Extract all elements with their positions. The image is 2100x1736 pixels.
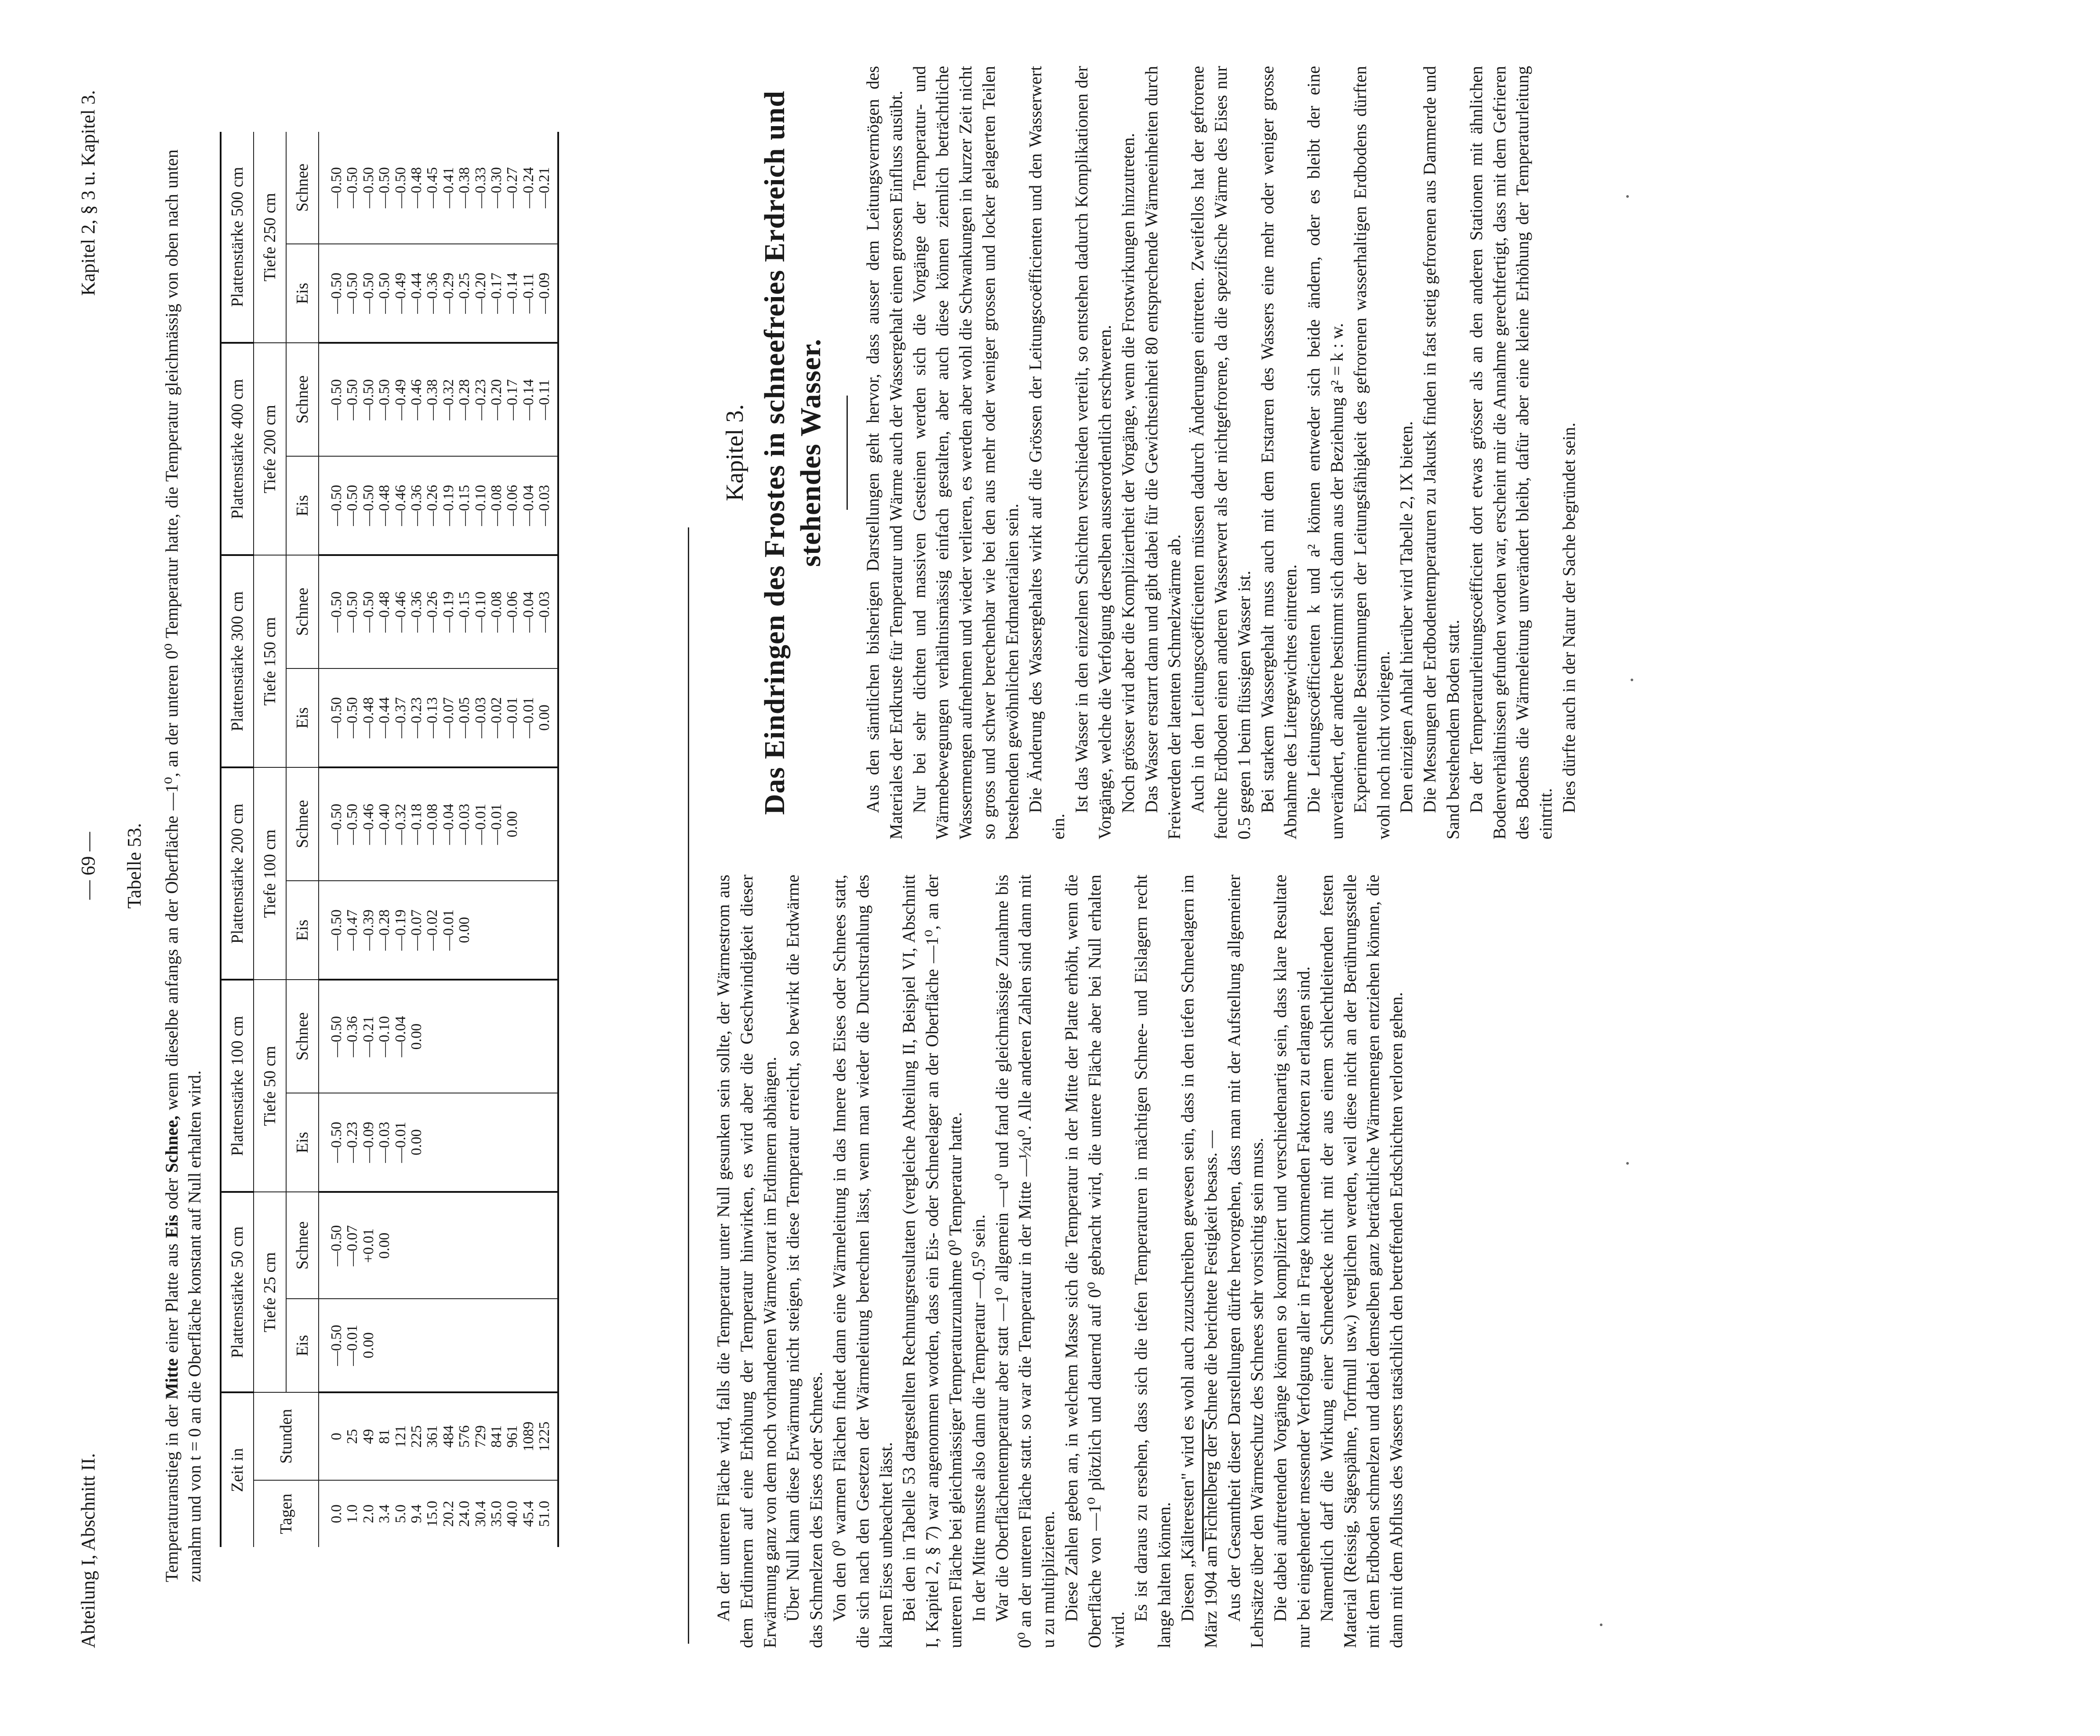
header-plate-1: Plattenstärke 100 cm bbox=[221, 980, 254, 1192]
table-caption bbox=[160, 149, 206, 1582]
value-column: —0.50 —0.36 —0.21 —0.10 —0.04 0.00 bbox=[319, 980, 558, 1093]
paragraph: War die Oberflächentemperatur aber statt —1⁰ allgemein —u⁰ und fand die gleichmässige Zunahme bis 0⁰ an der unteren Fläche statt. so war die Temperatur in der Mitte —½u⁰. Alle anderen Zahlen sind dann mit u zu multiplizieren. bbox=[992, 875, 1058, 1648]
table-label: Tabelle 53. bbox=[124, 823, 145, 909]
caption-text: wenn dieselbe anfangs an der Oberfläche —1⁰, an der unteren 0⁰ Temperatur hatte, die Temperatur gleichmässig von oben nach unten zunahm und von t = 0 an die Oberfläche konstant auf Null erhalten wird. bbox=[162, 149, 204, 1582]
stunden-column: 0 25 49 81 121 225 361 484 576 729 841 961 1089 1225 bbox=[319, 1392, 558, 1480]
header-depth-4: Tiefe 200 cm bbox=[254, 343, 286, 555]
table-body-row bbox=[319, 132, 558, 1547]
caption-text: Temperaturanstieg in der bbox=[162, 1399, 182, 1582]
print-speck bbox=[1626, 195, 1629, 198]
value-column: —0.50 —0.01 0.00 bbox=[319, 1299, 558, 1392]
tagen-column: 0.0 1.0 2.0 3.4 5.0 9.4 15.0 20.2 24.0 30.4 35.0 40.0 45.4 51.0 bbox=[328, 1500, 553, 1527]
print-speck bbox=[1600, 1623, 1602, 1626]
paragraph: Diese Zahlen geben an, in welchem Masse sich die Temperatur in der Mitte der Platte erhöht, wenn die Oberfläche von —1⁰ plötzlich und dauernd auf 0⁰ gebracht wird, die untere Fläche aber bei Null erhalten wird. bbox=[1061, 875, 1128, 1648]
header-depth-0: Tiefe 25 cm bbox=[254, 1192, 286, 1392]
paragraph: Den einzigen Anhalt hierüber wird Tabelle 2, IX bieten. bbox=[1396, 421, 1417, 813]
paragraph: Die Messungen der Erdbodentemperaturen zu Jakutsk finden in fast stetig gefrorenen aus Dammerde und Sand bestehendem Boden statt. bbox=[1420, 66, 1463, 839]
header-eis: Eis bbox=[286, 881, 319, 980]
caption-text: oder bbox=[162, 1173, 182, 1215]
header-schnee: Schnee bbox=[286, 555, 319, 668]
caption-bold: Eis bbox=[162, 1214, 182, 1238]
chapter-title: Kapitel 3. bbox=[721, 404, 748, 501]
paragraph: Namentlich darf die Wirkung einer Schneedecke nicht mit der aus einem schlechtleitenden festen Material (Reissig, Sägespähne, Torfmull usw.) verglichen werden, weil diese nicht an der Berührungsstelle mit dem Erdboden schmelzen und dabei demselben ganz beträchtliche Wärmemengen entziehen können, die dann mit dem Abfluss des Wassers tatsächlich den betreffenden Erdschichten verloren gehen. bbox=[1316, 875, 1406, 1648]
section-end-rule bbox=[1202, 1420, 1204, 1551]
header-plate-5: Plattenstärke 500 cm bbox=[221, 132, 254, 343]
paragraph: Auch in den Leitungscoëfficienten müssen dadurch Änderungen eintreten. Zweifellos hat der gefrorene feuchte Erdboden einen anderen Wasserwert als der nichtgefrorene, da die spezifische Wärme des Eises nur 0.5 gegen 1 beim flüssigen Wasser ist. bbox=[1188, 66, 1254, 839]
header-schnee: Schnee bbox=[286, 343, 319, 456]
value-column: —0.50 —0.50 —0.50 —0.48 —0.46 —0.36 —0.26 —0.19 —0.15 —0.10 —0.08 —0.06 —0.04 —0.03 bbox=[319, 555, 558, 668]
running-head-right: Kapitel 2, § 3 u. Kapitel 3. bbox=[77, 90, 99, 296]
paragraph: Experimentelle Bestimmungen der Leitungsfähigkeit des gefrorenen wasserhaltigen Erdbodens dürften wohl noch nicht vorliegen. bbox=[1350, 66, 1393, 839]
temperature-table bbox=[220, 132, 559, 1547]
paragraph: Die Änderung des Wassergehaltes wirkt auf die Grössen der Leitungscoëfficienten und den Wasserwert ein. bbox=[1025, 66, 1068, 839]
print-speck bbox=[1626, 1162, 1629, 1165]
header-plate-4: Plattenstärke 400 cm bbox=[221, 343, 254, 555]
paragraph: Ist das Wasser in den einzelnen Schichten verschieden verteilt, so entstehen dadurch Komplikationen der Vorgänge, welche die Verfolgung derselben ausserordentlich erschweren. bbox=[1072, 66, 1115, 839]
table-bottom-rule bbox=[688, 527, 689, 1644]
left-text-column bbox=[712, 875, 1408, 1648]
paragraph: Von den 0⁰ warmen Flächen findet dann eine Wärmeleitung in das Innere des Eises oder Schnees statt, die sich nach den Gesetzen der Wärmeleitung berechnen lässt, wenn man wieder die Durchstrahlung des klaren Eises unbeachtet lässt. bbox=[829, 875, 896, 1648]
value-column: —0.50 —0.50 —0.46 —0.40 —0.32 —0.18 —0.08 —0.04 —0.03 —0.01 —0.01 0.00 bbox=[319, 767, 558, 880]
value-column: —0.50 —0.07 +0.01 0.00 bbox=[319, 1192, 558, 1299]
header-plate-0: Plattenstärke 50 cm bbox=[221, 1192, 254, 1392]
chapter-subtitle: Das Eindringen des Frostes in schneefreies Erdreich und stehendes Wasser. bbox=[759, 90, 827, 815]
header-schnee: Schnee bbox=[286, 980, 319, 1093]
paragraph: Aus den sämtlichen bisherigen Darstellungen geht hervor, dass ausser dem Leitungsvermögen des Materiales der Erdkruste für Temperatur und Wärme auch der Wassergehalt einen grossen Einfluss ausübt. bbox=[863, 66, 906, 839]
paragraph: In der Mitte musste also dann die Temperatur —0.5⁰ sein. bbox=[968, 1214, 988, 1622]
paragraph: Es ist daraus zu ersehen, dass sich die tiefen Temperaturen in mächtigen Schnee- und Eislagern recht lange halten können. bbox=[1131, 875, 1174, 1648]
caption-text: einer Platte aus bbox=[162, 1238, 182, 1358]
header-zeit: Zeit in bbox=[221, 1392, 254, 1547]
value-column: —0.50 —0.50 —0.50 —0.50 —0.49 —0.46 —0.38 —0.32 —0.28 —0.23 —0.20 —0.17 —0.14 —0.11 bbox=[319, 343, 558, 456]
paragraph: Bei den in Tabelle 53 dargestellten Rechnungsresultaten (vergleiche Abteilung II, Beispiel VI, Abschnitt I, Kapitel 2, § 7) war angenommen worden, dass ein Eis- oder Schneelager an der Oberfläche —1⁰, an der unteren Fläche bei gleichmässiger Temperaturzunahme 0⁰ Temperatur hatte. bbox=[899, 875, 965, 1648]
header-depth-3: Tiefe 150 cm bbox=[254, 555, 286, 767]
value-column: —0.50 —0.47 —0.39 —0.28 —0.19 —0.07 —0.02 —0.01 0.00 bbox=[319, 881, 558, 980]
value-column: —0.50 —0.50 —0.48 —0.44 —0.37 —0.23 —0.13 —0.07 —0.05 —0.03 —0.02 —0.01 —0.01 0.00 bbox=[319, 668, 558, 768]
paragraph: An der unteren Fläche wird, falls die Temperatur unter Null gesunken sein sollte, der Wärmestrom aus dem Erdinnern auf eine Erhöhung der Temperatur hinwirken, es wird aber die Geschwindigkeit dieser Erwärmung ganz von dem noch vorhandenen Wärmevorrat im Erdinnern abhängen. bbox=[713, 875, 780, 1648]
value-column: —0.50 —0.23 —0.09 —0.03 —0.01 0.00 bbox=[319, 1093, 558, 1192]
header-stunden: Stunden bbox=[254, 1392, 319, 1480]
caption-bold: Schnee, bbox=[162, 1115, 182, 1173]
paragraph: Aus der Gesamtheit dieser Darstellungen dürfte hervorgehen, dass man mit der Aufstellung allgemeiner Lehrsätze über den Wärmeschutz des Schnees sehr vorsichtig sein muss. bbox=[1224, 875, 1267, 1648]
header-depth-2: Tiefe 100 cm bbox=[254, 767, 286, 980]
paragraph: Nur bei sehr dichten und massiven Gesteinen werden sich die Vorgänge der Temperatur- und Wärmebewegungen verhältnismässig einfach gestalten, aber auch diese können ziemlich beträchtliche Wassermengen aufnehmen und wieder verlieren, es werden aber wohl die Schwankungen in kurzer Zeit nicht so gross und schwer berechenbar wie bei den aus mehr oder weniger grossen und locker gelagerten Teilen bestehenden gewöhnlichen Erdmaterialien sein. bbox=[909, 66, 1022, 839]
value-column: —0.50 —0.50 —0.50 —0.50 —0.49 —0.44 —0.36 —0.29 —0.25 —0.20 —0.17 —0.14 —0.11 —0.09 bbox=[319, 244, 558, 343]
paragraph: Die Leitungscoëfficienten k und a² können entweder sich beide ändern, oder es bleibt der eine unverändert, der andere bestimmt sich dann aus der Beziehung a² = k : w. bbox=[1304, 66, 1347, 839]
running-head-left: Abteilung I, Abschnitt II. bbox=[77, 1453, 99, 1648]
right-text-column bbox=[861, 66, 1581, 839]
value-column: —0.50 —0.50 —0.50 —0.50 —0.50 —0.48 —0.45 —0.41 —0.38 —0.33 —0.30 —0.27 —0.24 —0.21 bbox=[319, 132, 558, 244]
header-plate-2: Plattenstärke 200 cm bbox=[221, 767, 254, 980]
paragraph: Über Null kann diese Erwärmung nicht steigen, ist diese Temperatur erreicht, so bewirkt die Erdwärme das Schmelzen des Eises oder Schnees. bbox=[783, 875, 826, 1648]
chapter-heading bbox=[721, 66, 848, 839]
chapter-rule bbox=[847, 396, 848, 510]
header-schnee: Schnee bbox=[286, 132, 319, 244]
paragraph: Diesen „Kälteresten" wird es wohl auch zuzuschreiben gewesen sein, dass in den tiefen Schneelagern im März 1904 am Fichtelberg der Schnee die berichtete Festigkeit besass. — bbox=[1177, 875, 1221, 1648]
paragraph: Da der Temperaturleitungscoëfficient dort etwas grösser als an den anderen Stationen mit ähnlichen Bodenverhältnissen gefunden worden war, erscheint mir die Annahme gerechtfertigt, dass mit dem Gefrieren des Bodens die Wärmeleitung unverändert bleibt, dafür aber eine kleine Erhöhung der Temperaturleitung eintritt. bbox=[1466, 66, 1556, 839]
caption-bold: Mitte bbox=[162, 1358, 182, 1399]
header-schnee: Schnee bbox=[286, 767, 319, 880]
header-schnee: Schnee bbox=[286, 1192, 319, 1299]
print-speck bbox=[1631, 679, 1633, 681]
header-eis: Eis bbox=[286, 668, 319, 768]
paragraph: Noch grösser wird aber die Kompliziertheit der Vorgänge, wenn die Frostwirkungen hinzutreten. bbox=[1118, 133, 1138, 813]
paragraph: Das Wasser erstarrt dann und gibt dabei für die Gewichtseinheit 80 entsprechende Wärmeeinheiten durch Freiwerden der latenten Schmelzwärme ab. bbox=[1141, 66, 1184, 839]
header-tagen: Tagen bbox=[254, 1480, 319, 1547]
header-eis: Eis bbox=[286, 1299, 319, 1392]
page-number: — 69 — bbox=[77, 832, 99, 900]
header-eis: Eis bbox=[286, 1093, 319, 1192]
header-eis: Eis bbox=[286, 244, 319, 343]
value-column: —0.50 —0.50 —0.50 —0.48 —0.46 —0.36 —0.26 —0.19 —0.15 —0.10 —0.08 —0.06 —0.04 —0.03 bbox=[319, 456, 558, 556]
paragraph: Die dabei auftretenden Vorgänge können so kompliziert und verschiedenartig sein, dass klare Resultate nur bei eingehender messender Verfolgung aller in Frage kommenden Faktoren zu erlangen sind. bbox=[1270, 875, 1313, 1648]
header-eis: Eis bbox=[286, 456, 319, 556]
header-plate-3: Plattenstärke 300 cm bbox=[221, 555, 254, 767]
paragraph: Dies dürfte auch in der Natur der Sache begründet sein. bbox=[1559, 422, 1579, 813]
header-depth-5: Tiefe 250 cm bbox=[254, 132, 286, 343]
header-depth-1: Tiefe 50 cm bbox=[254, 980, 286, 1192]
paragraph: Bei starkem Wassergehalt muss auch mit dem Erstarren des Wassers eine mehr oder weniger grosse Abnahme des Litergewichtes eintreten. bbox=[1257, 66, 1301, 839]
